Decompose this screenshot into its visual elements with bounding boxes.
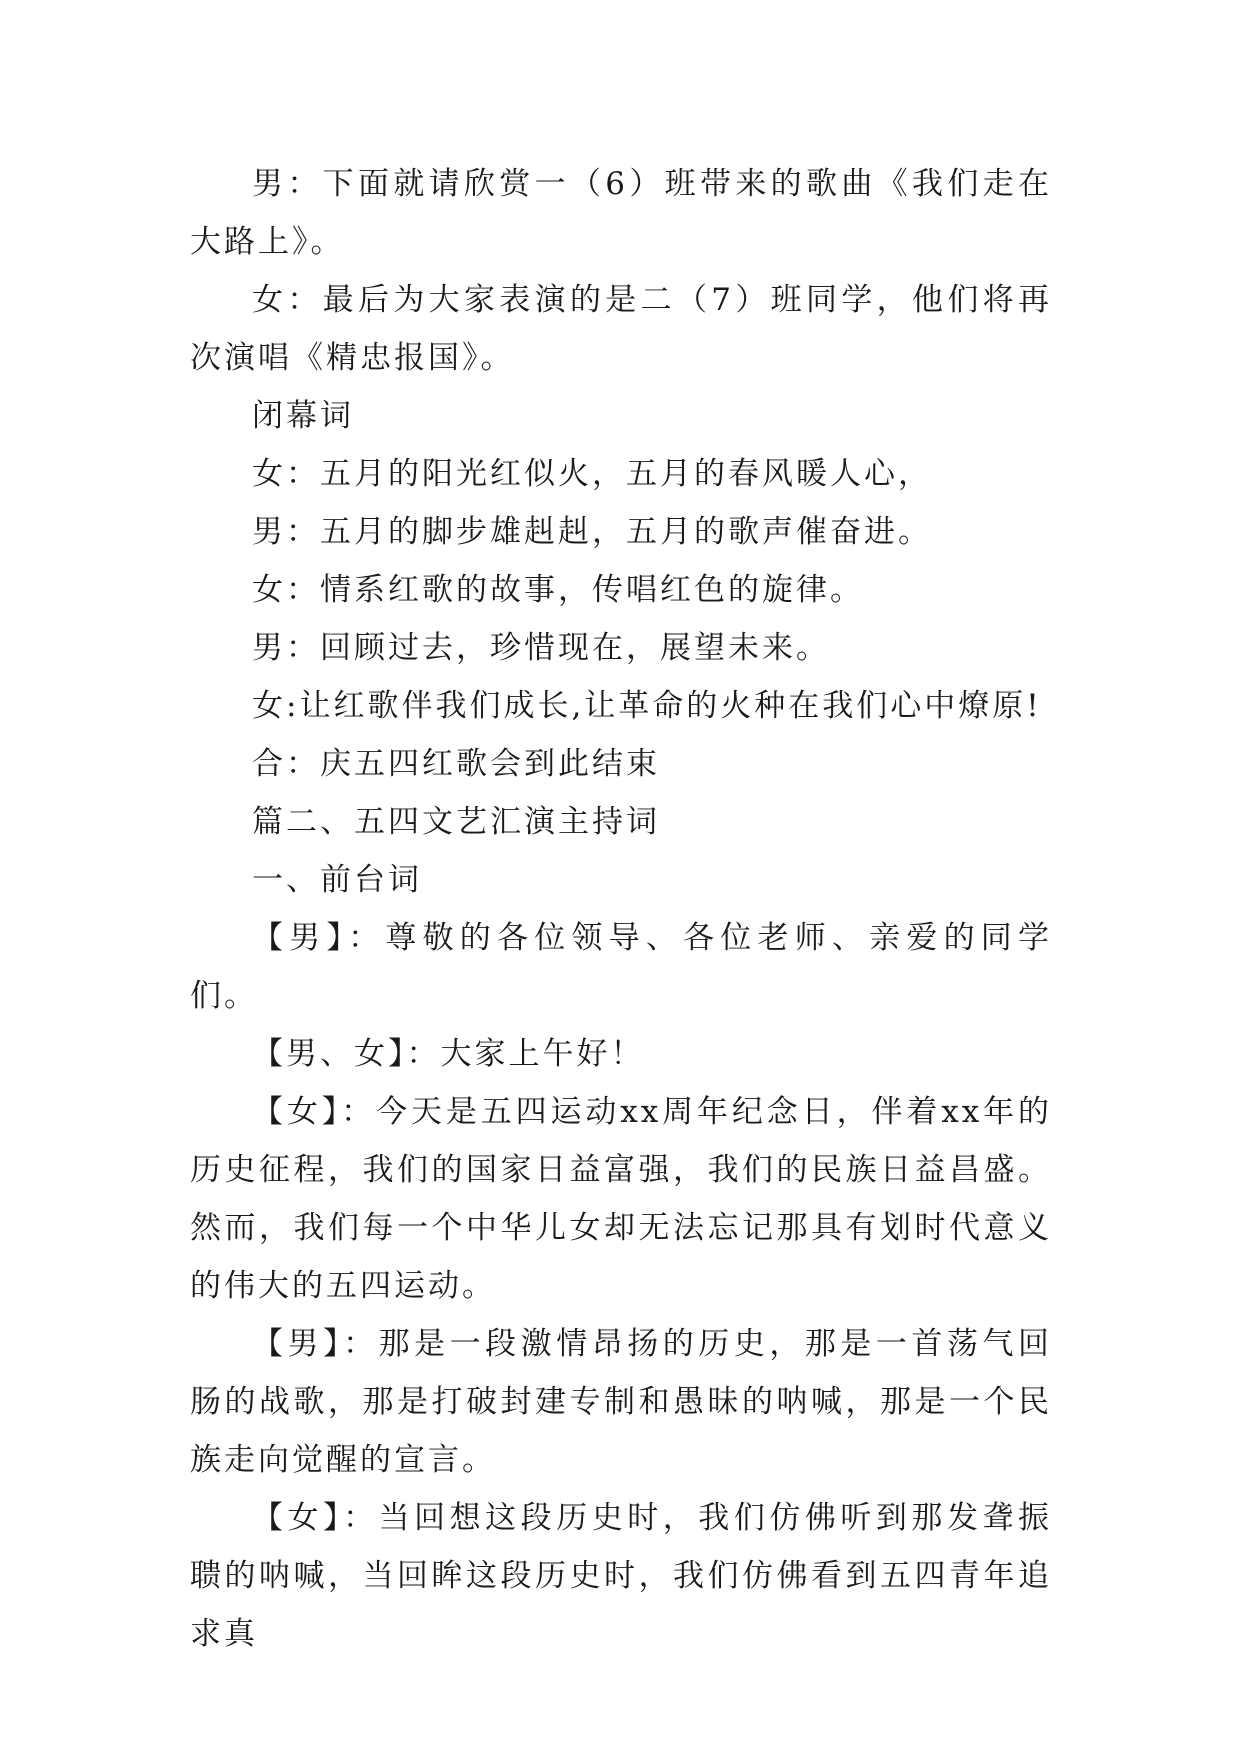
paragraph: 女：情系红歌的故事，传唱红色的旋律。 xyxy=(252,572,864,608)
paragraph: 女：最后为大家表演的是二（7）班同学，他们将再次演唱《精忠报国》。 xyxy=(190,282,1052,376)
paragraph: 合：庆五四红歌会到此结束 xyxy=(252,746,660,782)
paragraph: 【男】：尊敬的各位领导、各位老师、亲爱的同学们。 xyxy=(190,920,1052,1014)
paragraph: 【女】：当回想这段历史时，我们仿佛听到那发聋振聩的呐喊，当回眸这段历史时，我们仿佛看到五四青年追求真 xyxy=(190,1500,1052,1652)
section-heading: 一、前台词 xyxy=(252,862,422,898)
paragraph: 男：回顾过去，珍惜现在，展望未来。 xyxy=(252,630,830,666)
section-heading: 篇二、五四文艺汇演主持词 xyxy=(252,804,660,840)
section-heading: 闭幕词 xyxy=(252,398,354,434)
paragraph: 【男、女】：大家上午好！ xyxy=(252,1036,645,1072)
paragraph: 男：下面就请欣赏一（6）班带来的歌曲《我们走在大路上》。 xyxy=(190,166,1052,260)
paragraph: 男：五月的脚步雄赳赳，五月的歌声催奋进。 xyxy=(252,514,932,550)
paragraph: 女：五月的阳光红似火，五月的春风暖人心， xyxy=(252,456,932,492)
document-body xyxy=(190,155,1052,1663)
paragraph: 女:让红歌伴我们成长,让革命的火种在我们心中燎原! xyxy=(252,688,1042,724)
paragraph: 【男】：那是一段激情昂扬的历史，那是一首荡气回肠的战歌，那是打破封建专制和愚昧的呐喊，那是一个民族走向觉醒的宣言。 xyxy=(190,1326,1052,1478)
paragraph: 【女】：今天是五四运动xx周年纪念日，伴着xx年的历史征程，我们的国家日益富强，我们的民族日益昌盛。然而，我们每一个中华儿女却无法忘记那具有划时代意义的伟大的五四运动。 xyxy=(190,1094,1052,1304)
